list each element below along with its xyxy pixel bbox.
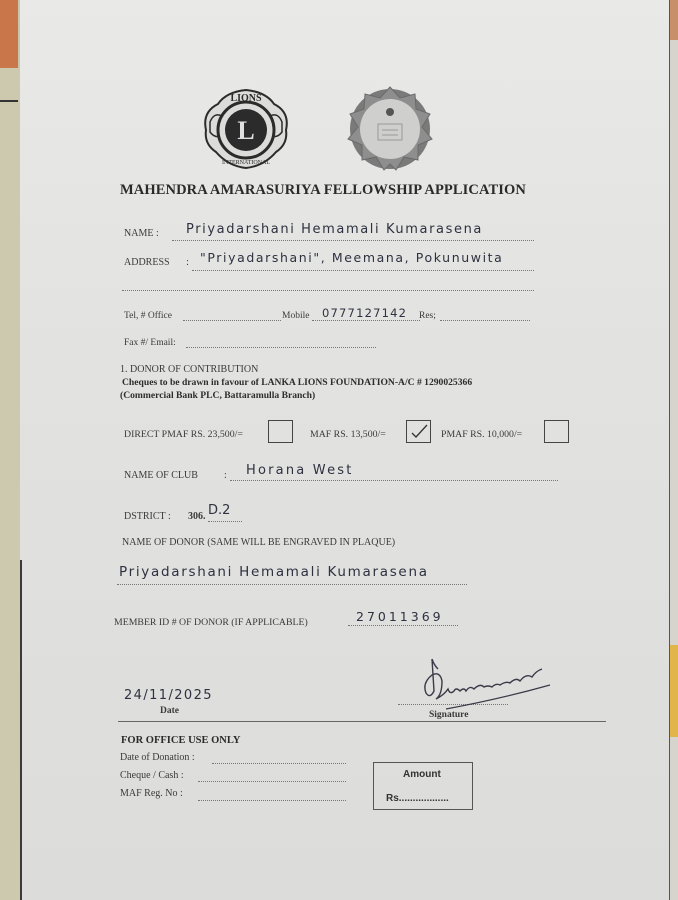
date-value[interactable]: 24/11/2025 — [124, 688, 213, 703]
option-pmaf-label: PMAF RS. 10,000/= — [441, 429, 523, 440]
name-field[interactable] — [172, 222, 534, 241]
member-id-label: MEMBER ID # OF DONOR (IF APPLICABLE) — [114, 617, 308, 628]
maf-seal-logo — [344, 84, 436, 174]
amount-label: Amount — [403, 769, 441, 780]
district-value: D.2 — [208, 503, 231, 518]
club-value: Horana West — [246, 463, 354, 478]
background-desk — [0, 0, 18, 68]
res-field[interactable] — [440, 311, 530, 321]
option-pmaf-checkbox[interactable] — [544, 420, 569, 443]
office-use-heading: FOR OFFICE USE ONLY — [121, 735, 241, 746]
mobile-value: 0777127142 — [322, 306, 408, 320]
fax-email-label: Fax #/ Email: — [124, 338, 176, 348]
address-field[interactable] — [192, 250, 534, 271]
mobile-field[interactable] — [312, 306, 420, 321]
date-of-donation-field[interactable] — [212, 755, 346, 764]
option-direct-pmaf-label: DIRECT PMAF RS. 23,500/= — [124, 429, 243, 440]
club-field[interactable] — [230, 463, 558, 481]
name-label: NAME : — [124, 228, 159, 239]
maf-reg-no-field[interactable] — [198, 792, 346, 801]
amount-box — [373, 762, 473, 810]
tel-office-field[interactable] — [183, 311, 281, 321]
member-id-field[interactable] — [348, 609, 458, 626]
date-of-donation-label: Date of Donation : — [120, 752, 195, 763]
fax-email-field[interactable] — [186, 338, 376, 348]
tel-office-label: Tel, # Office — [124, 311, 172, 321]
option-maf-label: MAF RS. 13,500/= — [310, 429, 386, 440]
section-divider — [118, 721, 606, 722]
club-colon: : — [224, 470, 227, 481]
res-label: Res; — [419, 311, 436, 321]
district-label: DSTRICT : — [124, 511, 171, 522]
mobile-label: Mobile — [282, 311, 310, 321]
form-title: MAHENDRA AMARASURIYA FELLOWSHIP APPLICATION — [120, 182, 526, 198]
name-row — [124, 228, 159, 239]
maf-reg-no-label: MAF Reg. No : — [120, 788, 183, 799]
donor-name-field[interactable] — [117, 566, 467, 585]
donor-name-label: NAME OF DONOR (SAME WILL BE ENGRAVED IN PLAQUE) — [122, 537, 396, 548]
option-maf-checkbox[interactable] — [406, 420, 431, 443]
address-colon: : — [186, 257, 189, 268]
amount-rs-field[interactable]: Rs.................. — [386, 793, 449, 804]
cheque-cash-field[interactable] — [198, 773, 346, 782]
signature-image — [420, 655, 555, 715]
phone-row — [124, 311, 172, 321]
address-row — [124, 257, 189, 268]
option-direct-pmaf-checkbox[interactable] — [268, 420, 293, 443]
club-label: NAME OF CLUB — [124, 470, 198, 481]
lions-international-logo — [198, 82, 294, 174]
svg-text:L: L — [237, 116, 255, 145]
svg-text:LIONS: LIONS — [230, 93, 262, 104]
district-prefix: 306. — [188, 511, 206, 522]
date-label: Date — [160, 706, 179, 716]
svg-text:INTERNATIONAL: INTERNATIONAL — [222, 160, 270, 166]
address-line2-field[interactable] — [122, 284, 534, 291]
donor-name-value: Priyadarshani Hemamali Kumarasena — [119, 564, 429, 580]
address-label: ADDRESS — [124, 257, 170, 268]
member-id-value: 27011369 — [356, 609, 444, 624]
cheque-cash-label: Cheque / Cash : — [120, 770, 184, 781]
checkmark-icon — [410, 424, 428, 440]
signature-label: Signature — [429, 710, 469, 720]
bank-details: (Commercial Bank PLC, Battaramulla Branch) — [120, 390, 316, 401]
cheque-instructions: Cheques to be drawn in favour of LANKA LIONS FOUNDATION-A/C # 1290025366 — [122, 377, 473, 388]
paper-edge — [20, 560, 22, 900]
background-paper-left — [0, 68, 20, 900]
district-field[interactable] — [208, 503, 242, 522]
address-value: "Priyadarshani", Meemana, Pokunuwita — [200, 250, 504, 265]
name-value: Priyadarshani Hemamali Kumarasena — [186, 222, 483, 237]
contribution-heading: 1. DONOR OF CONTRIBUTION — [120, 364, 259, 375]
background-rule — [0, 100, 18, 102]
